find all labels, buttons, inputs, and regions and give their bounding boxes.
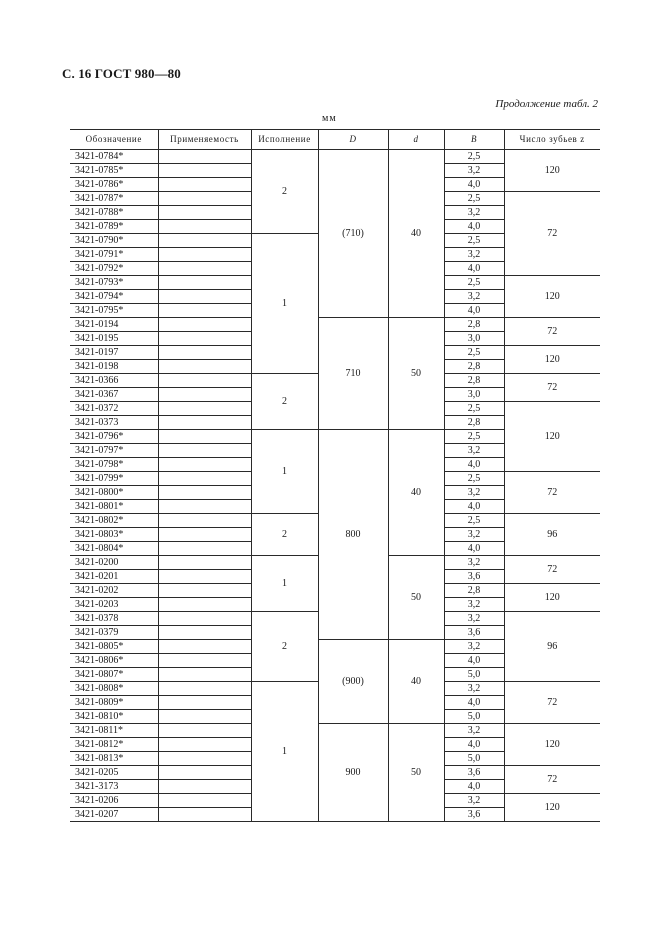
designation-cell: 3421-0197 bbox=[70, 346, 158, 360]
designation-cell: 3421-0194 bbox=[70, 318, 158, 332]
designation-cell: 3421-0790* bbox=[70, 234, 158, 248]
teeth-count-cell: 72 bbox=[504, 374, 600, 402]
width-B-cell: 2,5 bbox=[444, 514, 504, 528]
designation-cell: 3421-0205 bbox=[70, 766, 158, 780]
teeth-count-cell: 120 bbox=[504, 150, 600, 192]
applicability-cell bbox=[158, 794, 251, 808]
applicability-cell bbox=[158, 738, 251, 752]
table-header-row bbox=[70, 130, 600, 150]
width-B-cell: 2,8 bbox=[444, 318, 504, 332]
width-B-cell: 2,5 bbox=[444, 402, 504, 416]
designation-cell: 3421-0372 bbox=[70, 402, 158, 416]
designation-cell: 3421-0788* bbox=[70, 206, 158, 220]
applicability-cell bbox=[158, 150, 251, 164]
designation-cell: 3421-0805* bbox=[70, 640, 158, 654]
spec-table bbox=[70, 129, 600, 822]
teeth-count-cell: 72 bbox=[504, 472, 600, 514]
page-header: С. 16 ГОСТ 980—80 bbox=[62, 66, 181, 81]
applicability-cell bbox=[158, 808, 251, 822]
designation-cell: 3421-0206 bbox=[70, 794, 158, 808]
applicability-cell bbox=[158, 612, 251, 626]
applicability-cell bbox=[158, 668, 251, 682]
width-B-cell: 5,0 bbox=[444, 668, 504, 682]
applicability-cell bbox=[158, 556, 251, 570]
width-B-cell: 4,0 bbox=[444, 500, 504, 514]
outer-diameter-cell: 900 bbox=[318, 724, 388, 822]
outer-diameter-cell: 800 bbox=[318, 430, 388, 640]
width-B-cell: 3,2 bbox=[444, 248, 504, 262]
designation-cell: 3421-0791* bbox=[70, 248, 158, 262]
width-B-cell: 3,6 bbox=[444, 570, 504, 584]
designation-cell: 3421-0202 bbox=[70, 584, 158, 598]
width-B-cell: 3,2 bbox=[444, 486, 504, 500]
applicability-cell bbox=[158, 626, 251, 640]
designation-cell: 3421-0198 bbox=[70, 360, 158, 374]
width-B-cell: 4,0 bbox=[444, 780, 504, 794]
width-B-cell: 2,5 bbox=[444, 276, 504, 290]
col-header-version: Исполнение bbox=[251, 130, 318, 150]
applicability-cell bbox=[158, 696, 251, 710]
teeth-count-cell: 72 bbox=[504, 556, 600, 584]
width-B-cell: 2,5 bbox=[444, 346, 504, 360]
width-B-cell: 3,2 bbox=[444, 640, 504, 654]
designation-cell: 3421-0787* bbox=[70, 192, 158, 206]
width-B-cell: 3,2 bbox=[444, 794, 504, 808]
designation-cell: 3421-0201 bbox=[70, 570, 158, 584]
designation-cell: 3421-0810* bbox=[70, 710, 158, 724]
applicability-cell bbox=[158, 276, 251, 290]
designation-cell: 3421-0811* bbox=[70, 724, 158, 738]
outer-diameter-cell: 710 bbox=[318, 318, 388, 430]
table-row bbox=[70, 150, 600, 164]
applicability-cell bbox=[158, 164, 251, 178]
teeth-count-cell: 72 bbox=[504, 766, 600, 794]
col-header-designation: Обозначение bbox=[70, 130, 158, 150]
applicability-cell bbox=[158, 500, 251, 514]
width-B-cell: 5,0 bbox=[444, 710, 504, 724]
designation-cell: 3421-0809* bbox=[70, 696, 158, 710]
applicability-cell bbox=[158, 640, 251, 654]
width-B-cell: 2,8 bbox=[444, 584, 504, 598]
bore-diameter-cell: 50 bbox=[388, 724, 444, 822]
version-cell: 1 bbox=[251, 556, 318, 612]
width-B-cell: 2,5 bbox=[444, 192, 504, 206]
outer-diameter-cell: (900) bbox=[318, 640, 388, 724]
width-B-cell: 3,2 bbox=[444, 164, 504, 178]
applicability-cell bbox=[158, 682, 251, 696]
designation-cell: 3421-0796* bbox=[70, 430, 158, 444]
width-B-cell: 2,5 bbox=[444, 234, 504, 248]
designation-cell: 3421-3173 bbox=[70, 780, 158, 794]
col-header-applicability: Применяемость bbox=[158, 130, 251, 150]
width-B-cell: 3,2 bbox=[444, 556, 504, 570]
designation-cell: 3421-0786* bbox=[70, 178, 158, 192]
applicability-cell bbox=[158, 332, 251, 346]
width-B-cell: 3,2 bbox=[444, 290, 504, 304]
width-B-cell: 3,0 bbox=[444, 388, 504, 402]
designation-cell: 3421-0795* bbox=[70, 304, 158, 318]
width-B-cell: 2,5 bbox=[444, 472, 504, 486]
version-cell: 2 bbox=[251, 374, 318, 430]
applicability-cell bbox=[158, 360, 251, 374]
width-B-cell: 2,8 bbox=[444, 360, 504, 374]
applicability-cell bbox=[158, 780, 251, 794]
col-header-teeth: Число зубьев z bbox=[504, 130, 600, 150]
applicability-cell bbox=[158, 514, 251, 528]
designation-cell: 3421-0784* bbox=[70, 150, 158, 164]
version-cell: 1 bbox=[251, 234, 318, 374]
teeth-count-cell: 96 bbox=[504, 612, 600, 682]
width-B-cell: 2,8 bbox=[444, 374, 504, 388]
applicability-cell bbox=[158, 234, 251, 248]
designation-cell: 3421-0802* bbox=[70, 514, 158, 528]
applicability-cell bbox=[158, 318, 251, 332]
width-B-cell: 4,0 bbox=[444, 654, 504, 668]
bore-diameter-cell: 50 bbox=[388, 556, 444, 640]
designation-cell: 3421-0367 bbox=[70, 388, 158, 402]
table-continuation-note: Продолжение табл. 2 bbox=[495, 98, 598, 110]
teeth-count-cell: 120 bbox=[504, 724, 600, 766]
applicability-cell bbox=[158, 598, 251, 612]
applicability-cell bbox=[158, 374, 251, 388]
designation-cell: 3421-0807* bbox=[70, 668, 158, 682]
teeth-count-cell: 72 bbox=[504, 192, 600, 276]
designation-cell: 3421-0798* bbox=[70, 458, 158, 472]
width-B-cell: 3,2 bbox=[444, 598, 504, 612]
applicability-cell bbox=[158, 542, 251, 556]
teeth-count-cell: 120 bbox=[504, 402, 600, 472]
width-B-cell: 3,2 bbox=[444, 612, 504, 626]
applicability-cell bbox=[158, 290, 251, 304]
designation-cell: 3421-0373 bbox=[70, 416, 158, 430]
teeth-count-cell: 120 bbox=[504, 584, 600, 612]
applicability-cell bbox=[158, 206, 251, 220]
width-B-cell: 4,0 bbox=[444, 738, 504, 752]
designation-cell: 3421-0803* bbox=[70, 528, 158, 542]
width-B-cell: 2,5 bbox=[444, 430, 504, 444]
version-cell: 1 bbox=[251, 682, 318, 822]
designation-cell: 3421-0799* bbox=[70, 472, 158, 486]
designation-cell: 3421-0801* bbox=[70, 500, 158, 514]
applicability-cell bbox=[158, 654, 251, 668]
designation-cell: 3421-0366 bbox=[70, 374, 158, 388]
designation-cell: 3421-0789* bbox=[70, 220, 158, 234]
width-B-cell: 2,8 bbox=[444, 416, 504, 430]
version-cell: 2 bbox=[251, 150, 318, 234]
teeth-count-cell: 72 bbox=[504, 682, 600, 724]
col-header-d: d bbox=[388, 130, 444, 150]
designation-cell: 3421-0379 bbox=[70, 626, 158, 640]
designation-cell: 3421-0793* bbox=[70, 276, 158, 290]
version-cell: 2 bbox=[251, 612, 318, 682]
width-B-cell: 3,0 bbox=[444, 332, 504, 346]
applicability-cell bbox=[158, 178, 251, 192]
col-header-D: D bbox=[318, 130, 388, 150]
teeth-count-cell: 120 bbox=[504, 794, 600, 822]
applicability-cell bbox=[158, 752, 251, 766]
width-B-cell: 4,0 bbox=[444, 262, 504, 276]
designation-cell: 3421-0797* bbox=[70, 444, 158, 458]
applicability-cell bbox=[158, 570, 251, 584]
table-row bbox=[70, 724, 600, 738]
width-B-cell: 3,2 bbox=[444, 528, 504, 542]
width-B-cell: 5,0 bbox=[444, 752, 504, 766]
version-cell: 1 bbox=[251, 430, 318, 514]
width-B-cell: 4,0 bbox=[444, 696, 504, 710]
table-body bbox=[70, 150, 600, 822]
width-B-cell: 3,6 bbox=[444, 808, 504, 822]
designation-cell: 3421-0792* bbox=[70, 262, 158, 276]
width-B-cell: 4,0 bbox=[444, 542, 504, 556]
applicability-cell bbox=[158, 192, 251, 206]
designation-cell: 3421-0813* bbox=[70, 752, 158, 766]
applicability-cell bbox=[158, 528, 251, 542]
col-header-B: B bbox=[444, 130, 504, 150]
applicability-cell bbox=[158, 430, 251, 444]
bore-diameter-cell: 50 bbox=[388, 318, 444, 430]
designation-cell: 3421-0800* bbox=[70, 486, 158, 500]
outer-diameter-cell: (710) bbox=[318, 150, 388, 318]
teeth-count-cell: 96 bbox=[504, 514, 600, 556]
designation-cell: 3421-0794* bbox=[70, 290, 158, 304]
width-B-cell: 3,6 bbox=[444, 766, 504, 780]
applicability-cell bbox=[158, 724, 251, 738]
applicability-cell bbox=[158, 458, 251, 472]
designation-cell: 3421-0812* bbox=[70, 738, 158, 752]
teeth-count-cell: 120 bbox=[504, 276, 600, 318]
applicability-cell bbox=[158, 472, 251, 486]
width-B-cell: 4,0 bbox=[444, 178, 504, 192]
applicability-cell bbox=[158, 710, 251, 724]
width-B-cell: 2,5 bbox=[444, 150, 504, 164]
version-cell: 2 bbox=[251, 514, 318, 556]
applicability-cell bbox=[158, 248, 251, 262]
applicability-cell bbox=[158, 584, 251, 598]
designation-cell: 3421-0207 bbox=[70, 808, 158, 822]
applicability-cell bbox=[158, 416, 251, 430]
applicability-cell bbox=[158, 220, 251, 234]
bore-diameter-cell: 40 bbox=[388, 430, 444, 556]
bore-diameter-cell: 40 bbox=[388, 640, 444, 724]
applicability-cell bbox=[158, 486, 251, 500]
teeth-count-cell: 72 bbox=[504, 318, 600, 346]
designation-cell: 3421-0804* bbox=[70, 542, 158, 556]
designation-cell: 3421-0203 bbox=[70, 598, 158, 612]
width-B-cell: 4,0 bbox=[444, 220, 504, 234]
teeth-count-cell: 120 bbox=[504, 346, 600, 374]
width-B-cell: 3,2 bbox=[444, 206, 504, 220]
width-B-cell: 3,6 bbox=[444, 626, 504, 640]
width-B-cell: 3,2 bbox=[444, 444, 504, 458]
bore-diameter-cell: 40 bbox=[388, 150, 444, 318]
designation-cell: 3421-0200 bbox=[70, 556, 158, 570]
width-B-cell: 4,0 bbox=[444, 458, 504, 472]
designation-cell: 3421-0785* bbox=[70, 164, 158, 178]
units-label: мм bbox=[322, 113, 337, 124]
width-B-cell: 3,2 bbox=[444, 682, 504, 696]
width-B-cell: 4,0 bbox=[444, 304, 504, 318]
applicability-cell bbox=[158, 262, 251, 276]
table-row bbox=[70, 318, 600, 332]
designation-cell: 3421-0378 bbox=[70, 612, 158, 626]
applicability-cell bbox=[158, 766, 251, 780]
designation-cell: 3421-0808* bbox=[70, 682, 158, 696]
applicability-cell bbox=[158, 346, 251, 360]
designation-cell: 3421-0806* bbox=[70, 654, 158, 668]
applicability-cell bbox=[158, 304, 251, 318]
applicability-cell bbox=[158, 402, 251, 416]
designation-cell: 3421-0195 bbox=[70, 332, 158, 346]
applicability-cell bbox=[158, 388, 251, 402]
width-B-cell: 3,2 bbox=[444, 724, 504, 738]
applicability-cell bbox=[158, 444, 251, 458]
